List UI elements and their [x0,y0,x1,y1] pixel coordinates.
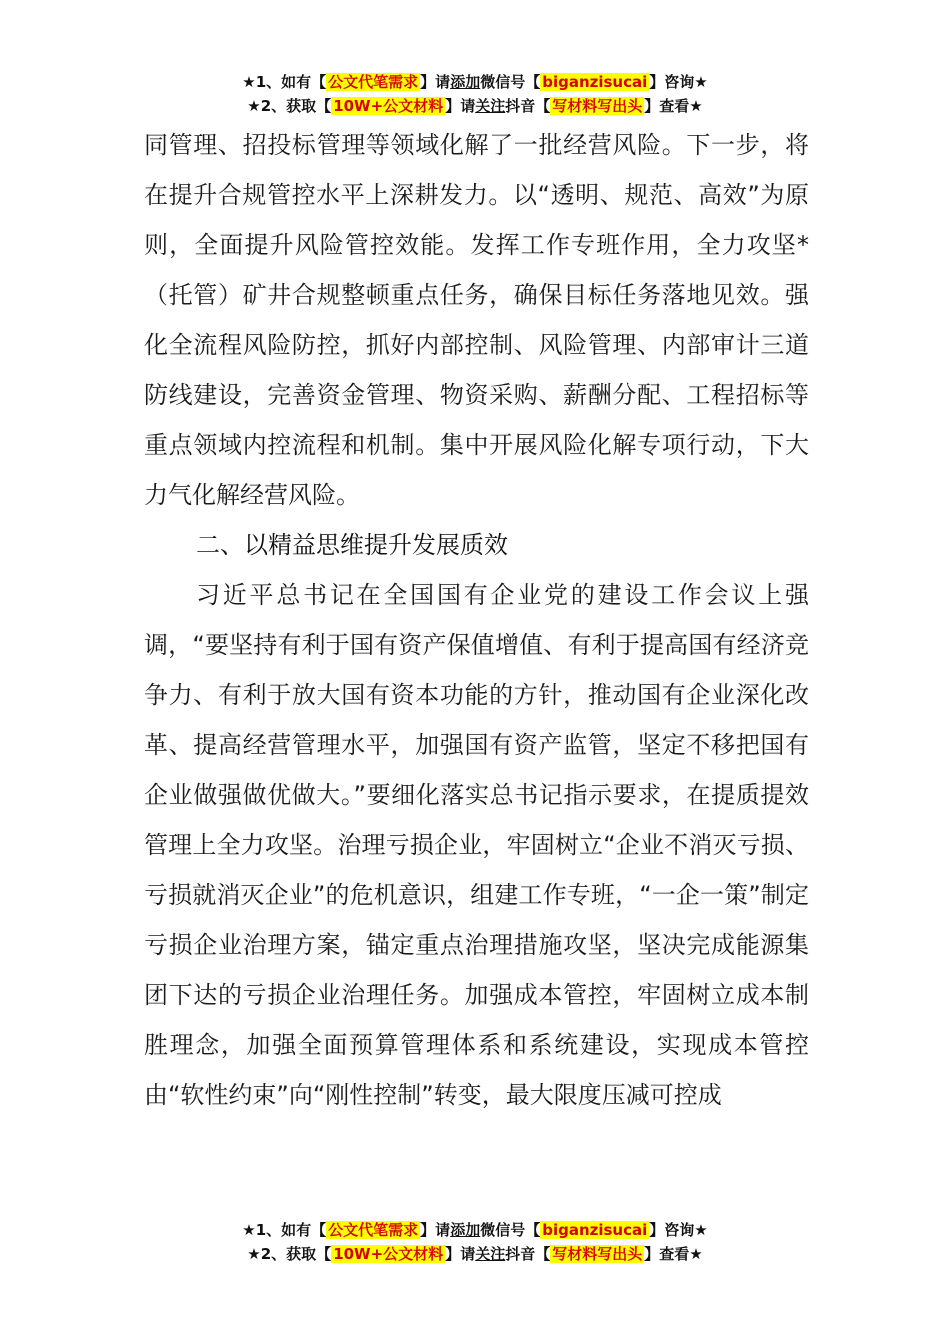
banner-line-1 [0,1218,950,1242]
highlight-wechat-id: biganzisucai [542,1221,648,1239]
highlight-service: 公文代笔需求 [328,1221,419,1239]
banner-text: 】请 [420,1221,451,1239]
banner-text: 微信号【 [480,1221,541,1239]
highlight-materials: 10W+公文材料 [333,1245,444,1263]
highlight-douyin-account: 写材料写出头 [552,97,643,115]
banner-text: ★2、获取【 [247,1245,332,1263]
banner-text: 抖音【 [505,1245,551,1263]
section-heading: 二、以精益思维提升发展质效 [196,531,508,559]
banner-text: 微信号【 [480,73,541,91]
banner-text: 抖音【 [505,97,551,115]
highlight-wechat-id: biganzisucai [542,73,648,91]
banner-line-2 [0,94,950,118]
banner-text: 】咨询★ [649,73,708,91]
banner-line-1 [0,70,950,94]
paragraph-body: 习近平总书记在全国国有企业党的建设工作会议上强调，“要坚持有利于国有资产保值增值、有利于提高国有经济竞争力、有利于放大国有资本功能的方针，推动国有企业深化改革、提高经营管理水平，加强国有资产监管，坚定不移把国有企业做强做优做大。”要细化落实总书记指示要求，在提质提效管理上全力攻坚。治理亏损企业，牢固树立“企业不消灭亏损、亏损就消灭企业”的危机意识，组建工作专班，“一企一策”制定亏损企业治理方案，锚定重点治理措施攻坚，坚决完成能源集团下达的亏损企业治理任务。加强成本管控，牢固树立成本制胜理念，加强全面预算管理体系和系统建设，实现成本管控由“软性约束”向“刚性控制”转变，最大限度压减可控成 [144,581,809,1109]
banner-text: 】请 [445,97,476,115]
header-banner [0,70,950,118]
banner-text: 】咨询★ [649,1221,708,1239]
banner-text: ★2、获取【 [247,97,332,115]
highlight-materials: 10W+公文材料 [333,97,444,115]
banner-text: ★1、如有【 [242,73,327,91]
banner-emphasis: 添加 [450,73,481,91]
banner-line-2 [0,1242,950,1266]
banner-emphasis: 关注 [475,1245,506,1263]
banner-text: ★1、如有【 [242,1221,327,1239]
document-body [144,120,809,1120]
banner-text: 】查看★ [644,1245,703,1263]
banner-text: 】请 [445,1245,476,1263]
banner-emphasis: 添加 [450,1221,481,1239]
banner-text: 】查看★ [644,97,703,115]
footer-banner [0,1218,950,1266]
highlight-service: 公文代笔需求 [328,73,419,91]
banner-emphasis: 关注 [475,97,506,115]
highlight-douyin-account: 写材料写出头 [552,1245,643,1263]
paragraph-continuation: 同管理、招投标管理等领域化解了一批经营风险。下一步，将在提升合规管控水平上深耕发力。以“透明、规范、高效”为原则，全面提升风险管控效能。发挥工作专班作用，全力攻坚*（托管）矿井合规整顿重点任务，确保目标任务落地见效。强化全流程风险防控，抓好内部控制、风险管理、内部审计三道防线建设，完善资金管理、物资采购、薪酬分配、工程招标等重点领域内控流程和机制。集中开展风险化解专项行动，下大力气化解经营风险。 [144,131,809,509]
banner-text: 】请 [420,73,451,91]
